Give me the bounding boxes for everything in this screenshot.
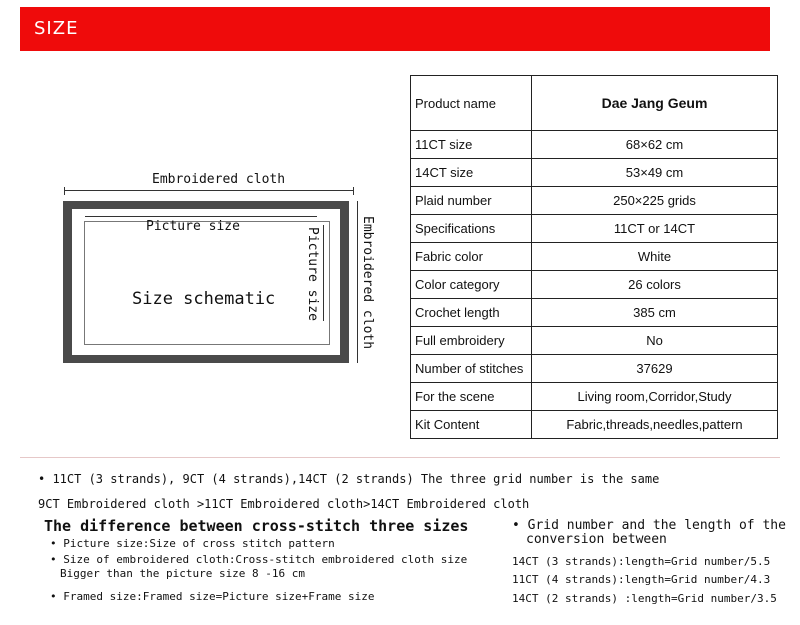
spec-key: Color category [411,271,532,299]
spec-value: 385 cm [532,299,778,327]
spec-value: Dae Jang Geum [532,76,778,131]
embroidered-height-dimension-line [357,201,358,363]
spec-key: 14CT size [411,159,532,187]
size-banner [20,7,770,51]
picture-size-vertical-label: Picture size [305,227,320,321]
embroidered-cloth-label: Embroidered cloth [152,172,286,187]
spec-row [411,355,778,383]
spec-value: 53×49 cm [532,159,778,187]
spec-row [411,271,778,299]
spec-row [411,215,778,243]
spec-row [411,187,778,215]
spec-value: 26 colors [532,271,778,299]
note-embroidered-size-cont: Bigger than the picture size 8 -16 cm [60,567,306,580]
spec-row [411,159,778,187]
picture-area [84,221,330,345]
spec-value: No [532,327,778,355]
spec-value: Living room,Corridor,Study [532,383,778,411]
spec-key: Number of stitches [411,355,532,383]
spec-value: White [532,243,778,271]
spec-key: Plaid number [411,187,532,215]
note-cloth-order: 9CT Embroidered cloth >11CT Embroidered cloth>14CT Embroidered cloth [38,497,530,511]
spec-value: 68×62 cm [532,131,778,159]
size-schematic-label: Size schematic [132,289,276,309]
spec-row [411,327,778,355]
note-picture-size: • Picture size:Size of cross stitch pattern [50,537,335,550]
spec-key: Kit Content [411,411,532,439]
conversion-14ct-2: 14CT (2 strands) :length=Grid number/3.5 [512,592,777,605]
spec-row [411,299,778,327]
embroidered-width-dimension-line [64,190,354,191]
note-framed-size: • Framed size:Framed size=Picture size+Frame size [50,590,375,603]
note-strands: • 11CT (3 strands), 9CT (4 strands),14CT (2 strands) The three grid number is the same [38,472,659,486]
spec-row [411,383,778,411]
conversion-14ct-3: 14CT (3 strands):length=Grid number/5.5 [512,555,771,568]
embroidered-cloth-vertical-label: Embroidered cloth [360,216,375,350]
difference-heading: The difference between cross-stitch three sizes [44,517,469,535]
spec-key: 11CT size [411,131,532,159]
spec-value: 11CT or 14CT [532,215,778,243]
picture-width-dimension-line [85,216,317,217]
banner-title: SIZE [34,18,79,39]
spec-key: Full embroidery [411,327,532,355]
spec-table [410,75,778,439]
picture-height-dimension-line [323,225,324,321]
spec-key: Fabric color [411,243,532,271]
spec-row [411,131,778,159]
spec-row [411,76,778,131]
note-embroidered-size: • Size of embroidered cloth:Cross-stitch embroidered cloth size [50,553,467,566]
spec-key: Product name [411,76,532,131]
spec-row [411,411,778,439]
conversion-11ct-4: 11CT (4 strands):length=Grid number/4.3 [512,573,771,586]
picture-size-label: Picture size [146,219,240,234]
spec-key: For the scene [411,383,532,411]
grid-conversion-heading-2: conversion between [526,532,667,547]
spec-value: Fabric,threads,needles,pattern [532,411,778,439]
grid-conversion-heading-1: • Grid number and the length of the [512,518,786,533]
notes-divider [20,457,780,458]
spec-key: Specifications [411,215,532,243]
spec-key: Crochet length [411,299,532,327]
spec-value: 37629 [532,355,778,383]
spec-value: 250×225 grids [532,187,778,215]
spec-row [411,243,778,271]
